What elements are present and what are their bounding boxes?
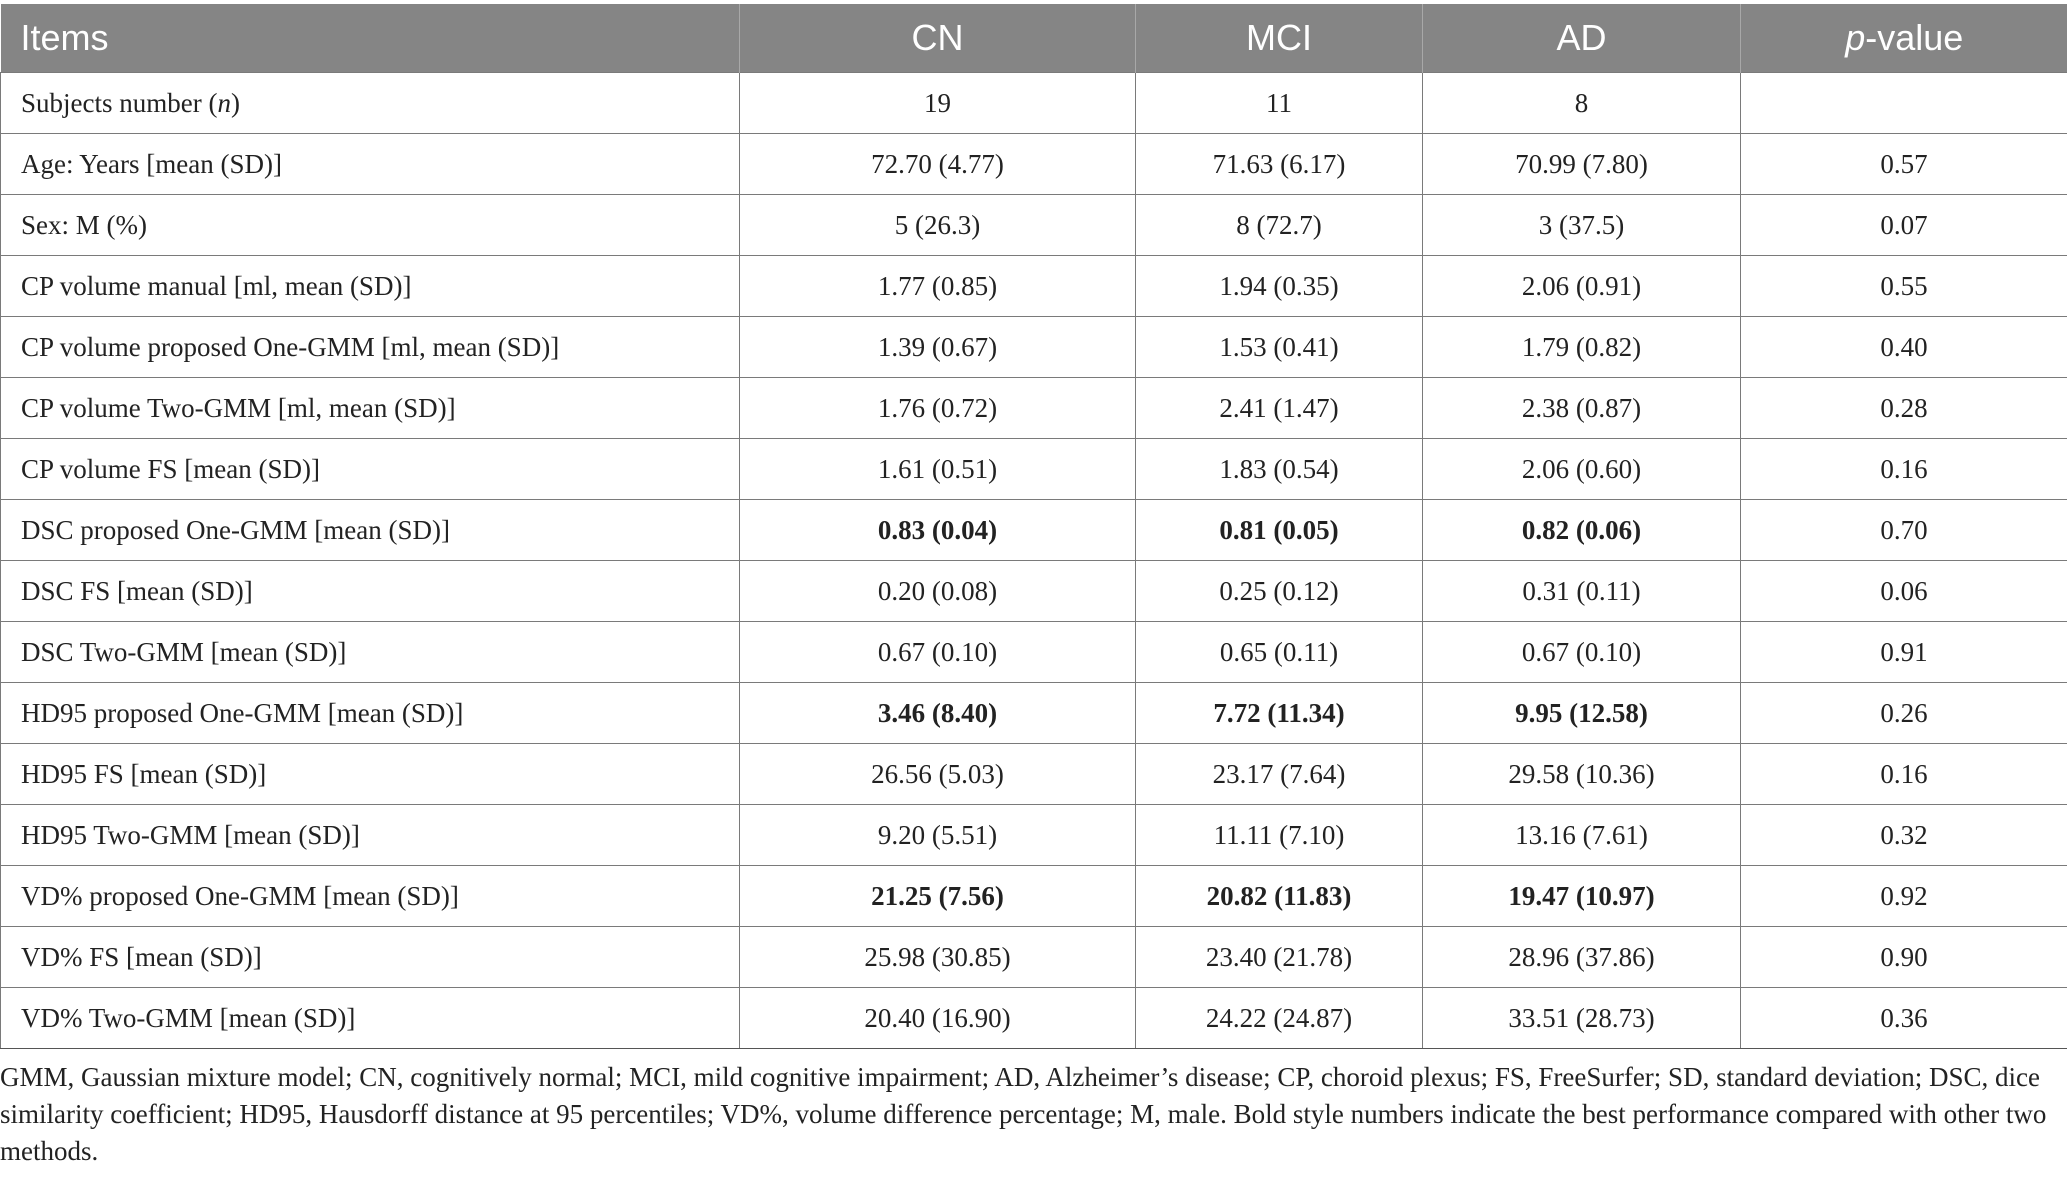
cell-mci: 11 [1136, 73, 1423, 134]
header-mci: MCI [1136, 4, 1423, 73]
cell-cn: 72.70 (4.77) [740, 134, 1136, 195]
cell-mci: 2.41 (1.47) [1136, 378, 1423, 439]
cell-mci: 71.63 (6.17) [1136, 134, 1423, 195]
header-p-italic: p [1845, 17, 1866, 58]
cell-mci: 0.81 (0.05) [1136, 500, 1423, 561]
cell-p-value: 0.57 [1741, 134, 2067, 195]
row-label: CP volume Two-GMM [ml, mean (SD)] [1, 378, 740, 439]
cell-mci: 23.17 (7.64) [1136, 744, 1423, 805]
table-footnote: GMM, Gaussian mixture model; CN, cognitively normal; MCI, mild cognitive impairment; AD, Alzheimer’s disease; CP, choroid plexus; FS, FreeSurfer; SD, standard deviation; DSC, dice similarity coefficient; HD95, Hausdorff distance at 95 percentiles; VD%, volume difference percentage; M, male. Bold style numbers indicate the best performance compared with other two methods. [0, 1062, 2047, 1166]
cell-mci: 1.83 (0.54) [1136, 439, 1423, 500]
row-label: DSC proposed One-GMM [mean (SD)] [1, 500, 740, 561]
header-p-suffix: -value [1865, 17, 1964, 58]
header-p-value [1741, 4, 2067, 73]
table-row [1, 805, 2067, 866]
cell-p-value: 0.40 [1741, 317, 2067, 378]
table-row [1, 988, 2067, 1049]
cell-mci: 1.94 (0.35) [1136, 256, 1423, 317]
cell-cn: 9.20 (5.51) [740, 805, 1136, 866]
table-row [1, 744, 2067, 805]
cell-cn: 1.76 (0.72) [740, 378, 1136, 439]
cell-mci: 23.40 (21.78) [1136, 927, 1423, 988]
cell-p-value: 0.06 [1741, 561, 2067, 622]
cell-p-value: 0.28 [1741, 378, 2067, 439]
row-label: DSC FS [mean (SD)] [1, 561, 740, 622]
cell-ad: 2.06 (0.91) [1423, 256, 1741, 317]
cell-cn: 1.61 (0.51) [740, 439, 1136, 500]
table-row [1, 500, 2067, 561]
cell-p-value: 0.36 [1741, 988, 2067, 1049]
row-label: VD% proposed One-GMM [mean (SD)] [1, 866, 740, 927]
cell-cn: 5 (26.3) [740, 195, 1136, 256]
cell-ad: 3 (37.5) [1423, 195, 1741, 256]
row-label [1, 73, 740, 134]
cell-ad: 13.16 (7.61) [1423, 805, 1741, 866]
cell-ad: 0.31 (0.11) [1423, 561, 1741, 622]
cell-mci: 0.65 (0.11) [1136, 622, 1423, 683]
cell-ad: 1.79 (0.82) [1423, 317, 1741, 378]
table-header [1, 4, 2067, 73]
cell-cn: 3.46 (8.40) [740, 683, 1136, 744]
cell-ad: 19.47 (10.97) [1423, 866, 1741, 927]
row-label: Sex: M (%) [1, 195, 740, 256]
cell-cn: 26.56 (5.03) [740, 744, 1136, 805]
row-label: CP volume manual [ml, mean (SD)] [1, 256, 740, 317]
cell-p-value: 0.90 [1741, 927, 2067, 988]
cell-ad: 0.82 (0.06) [1423, 500, 1741, 561]
cell-p-value: 0.92 [1741, 866, 2067, 927]
cell-mci: 7.72 (11.34) [1136, 683, 1423, 744]
cell-p-value: 0.16 [1741, 744, 2067, 805]
header-ad: AD [1423, 4, 1741, 73]
cell-mci: 24.22 (24.87) [1136, 988, 1423, 1049]
cell-cn: 25.98 (30.85) [740, 927, 1136, 988]
table-row [1, 439, 2067, 500]
header-items: Items [1, 4, 740, 73]
cell-ad: 8 [1423, 73, 1741, 134]
cell-ad: 9.95 (12.58) [1423, 683, 1741, 744]
table-row [1, 378, 2067, 439]
header-cn: CN [740, 4, 1136, 73]
table-row [1, 195, 2067, 256]
row-label: CP volume proposed One-GMM [ml, mean (SD)] [1, 317, 740, 378]
cell-p-value: 0.91 [1741, 622, 2067, 683]
table-body [1, 73, 2067, 1049]
cell-mci: 1.53 (0.41) [1136, 317, 1423, 378]
row-label: CP volume FS [mean (SD)] [1, 439, 740, 500]
cell-p-value [1741, 73, 2067, 134]
cell-ad: 28.96 (37.86) [1423, 927, 1741, 988]
cell-mci: 0.25 (0.12) [1136, 561, 1423, 622]
table-row [1, 317, 2067, 378]
row-label: Age: Years [mean (SD)] [1, 134, 740, 195]
table-row [1, 622, 2067, 683]
row-label: HD95 proposed One-GMM [mean (SD)] [1, 683, 740, 744]
table-row-subjects [1, 73, 2067, 134]
cell-p-value: 0.26 [1741, 683, 2067, 744]
table-row [1, 561, 2067, 622]
cell-ad: 70.99 (7.80) [1423, 134, 1741, 195]
cell-p-value: 0.32 [1741, 805, 2067, 866]
subjects-label-italic: n [217, 87, 231, 118]
table-row [1, 866, 2067, 927]
cell-cn: 20.40 (16.90) [740, 988, 1136, 1049]
row-label: VD% FS [mean (SD)] [1, 927, 740, 988]
cell-p-value: 0.16 [1741, 439, 2067, 500]
cell-ad: 0.67 (0.10) [1423, 622, 1741, 683]
cell-mci: 11.11 (7.10) [1136, 805, 1423, 866]
row-label: DSC Two-GMM [mean (SD)] [1, 622, 740, 683]
cell-p-value: 0.07 [1741, 195, 2067, 256]
cell-ad: 33.51 (28.73) [1423, 988, 1741, 1049]
row-label: VD% Two-GMM [mean (SD)] [1, 988, 740, 1049]
header-row [1, 4, 2067, 73]
cell-p-value: 0.70 [1741, 500, 2067, 561]
table-row [1, 683, 2067, 744]
cell-cn: 1.77 (0.85) [740, 256, 1136, 317]
cell-cn: 1.39 (0.67) [740, 317, 1136, 378]
cell-mci: 20.82 (11.83) [1136, 866, 1423, 927]
cell-ad: 2.06 (0.60) [1423, 439, 1741, 500]
cell-cn: 19 [740, 73, 1136, 134]
cell-ad: 2.38 (0.87) [1423, 378, 1741, 439]
cell-p-value: 0.55 [1741, 256, 2067, 317]
cell-cn: 0.67 (0.10) [740, 622, 1136, 683]
cell-ad: 29.58 (10.36) [1423, 744, 1741, 805]
table-row [1, 927, 2067, 988]
cell-cn: 21.25 (7.56) [740, 866, 1136, 927]
row-label: HD95 FS [mean (SD)] [1, 744, 740, 805]
cell-cn: 0.83 (0.04) [740, 500, 1136, 561]
subjects-label-suffix: ) [230, 87, 240, 118]
cell-mci: 8 (72.7) [1136, 195, 1423, 256]
row-label: HD95 Two-GMM [mean (SD)] [1, 805, 740, 866]
table-row [1, 134, 2067, 195]
subjects-label-prefix: Subjects number ( [21, 87, 218, 118]
cell-cn: 0.20 (0.08) [740, 561, 1136, 622]
results-table [0, 4, 2067, 1049]
table-row [1, 256, 2067, 317]
